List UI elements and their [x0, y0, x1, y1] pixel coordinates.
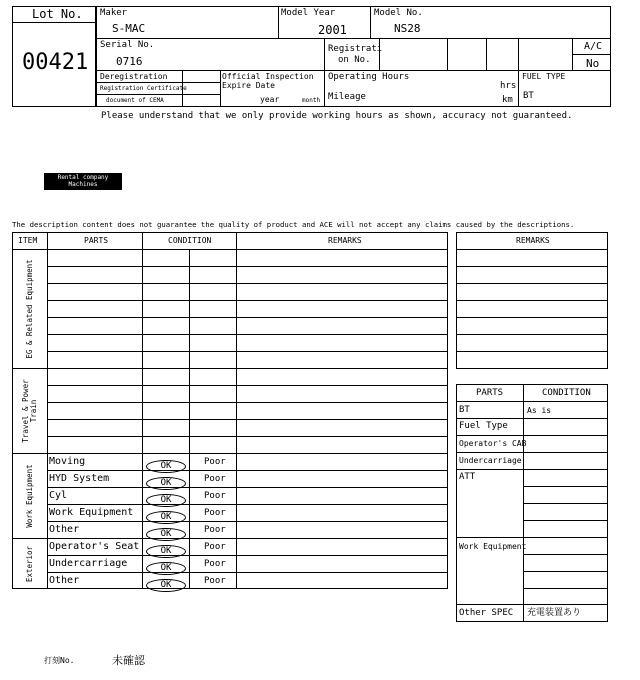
serial-no-value: 0716 [116, 55, 143, 68]
inspection-label-1: Official Inspection [222, 72, 314, 81]
group-label: EG & Related Equipment [24, 258, 34, 359]
group-label: Exterior [24, 545, 34, 582]
inspection-label-2: Expire Date [222, 81, 275, 90]
ok-option[interactable]: OK [146, 540, 186, 558]
operating-hours-label: Operating Hours [328, 72, 410, 82]
mileage-label: Mileage [328, 92, 366, 102]
model-year-label: Model Year [281, 8, 336, 18]
lot-no-label: Lot No. [32, 7, 83, 21]
model-no-value: NS28 [394, 22, 421, 35]
part-label: HYD System [49, 473, 110, 484]
rental-company-badge [44, 173, 122, 190]
lot-no-value: 00421 [22, 50, 89, 75]
ok-option[interactable]: OK [146, 574, 186, 592]
group-label: Work Equipment [24, 463, 34, 528]
part-label: Cyl [49, 490, 68, 501]
poor-option[interactable]: Poor [204, 491, 226, 501]
document-cema-label: document of CEMA [106, 97, 164, 104]
registration-label-2: on No. [338, 55, 371, 65]
bt-label: BT [459, 405, 470, 415]
poor-option[interactable]: Poor [204, 525, 226, 535]
ok-option[interactable]: OK [146, 506, 186, 524]
hours-notice: Please understand that we only provide working hours as shown, accuracy not guaranteed. [101, 111, 573, 121]
att-label: ATT [459, 472, 476, 482]
model-no-label: Model No. [374, 8, 423, 18]
right-remarks-header: REMARKS [516, 236, 550, 245]
part-label: Operator's Seat [49, 541, 140, 552]
registration-certificate-label: Registration Certificate [100, 85, 187, 92]
stamp-no-label: 打刻No. [44, 656, 75, 665]
month-label: month [302, 97, 321, 104]
badge-line-1: Rental company [57, 174, 109, 181]
main-table-frame [12, 232, 448, 589]
poor-option[interactable]: Poor [204, 474, 226, 484]
fuel-type-value: BT [523, 91, 534, 101]
part-label: Other [49, 524, 80, 535]
deregistration-label: Deregistration [100, 72, 168, 81]
header-parts: PARTS [84, 236, 109, 245]
maker-value: S-MAC [112, 22, 146, 35]
maker-label: Maker [100, 8, 128, 18]
registration-label-1: Registrati [328, 44, 383, 54]
ac-label: A/C [584, 41, 603, 52]
operators-cab-label: Operator's CAB [459, 439, 527, 448]
other-spec-label: Other SPEC [459, 608, 514, 618]
ok-option[interactable]: OK [146, 489, 186, 507]
ok-option[interactable]: OK [146, 523, 186, 541]
group-label: Travel & Power Train [20, 378, 38, 443]
part-label: Work Equipment [49, 507, 134, 518]
header-item: ITEM [18, 236, 38, 245]
part-label: Other [49, 575, 80, 586]
poor-option[interactable]: Poor [204, 542, 226, 552]
part-label: Moving [49, 456, 86, 467]
condition-header: CONDITION [542, 388, 591, 398]
other-spec-value: 充電装置あり [527, 608, 582, 618]
poor-option[interactable]: Poor [204, 576, 226, 586]
disclaimer: The description content does not guarantee the quality of product and ACE will not accept any claims caused by the descriptions. [12, 220, 575, 229]
poor-option[interactable]: Poor [204, 457, 226, 467]
ok-option[interactable]: OK [146, 472, 186, 490]
model-year-value: 2001 [318, 23, 347, 37]
poor-option[interactable]: Poor [204, 508, 226, 518]
year-label: year [260, 95, 280, 104]
km-label: km [502, 95, 513, 105]
work-equipment-label: Work Equipment [459, 542, 527, 551]
fuel-type-row-label: Fuel Type [459, 421, 508, 431]
ok-option[interactable]: OK [146, 557, 186, 575]
parts-header: PARTS [476, 388, 504, 398]
bt-value: As is [527, 406, 552, 415]
fuel-type-label: FUEL TYPE [522, 72, 566, 81]
header-remarks: REMARKS [328, 236, 362, 245]
stamp-no-value: 未確認 [112, 654, 145, 667]
serial-no-label: Serial No. [100, 40, 155, 50]
ac-value: No [586, 57, 600, 70]
badge-line-2: Machines [68, 181, 98, 188]
undercarriage-label: Undercarriage [459, 456, 522, 465]
part-label: Undercarriage [49, 558, 128, 569]
hrs-label: hrs [500, 81, 517, 91]
header-condition: CONDITION [168, 236, 212, 245]
poor-option[interactable]: Poor [204, 559, 226, 569]
ok-option[interactable]: OK [146, 455, 186, 473]
